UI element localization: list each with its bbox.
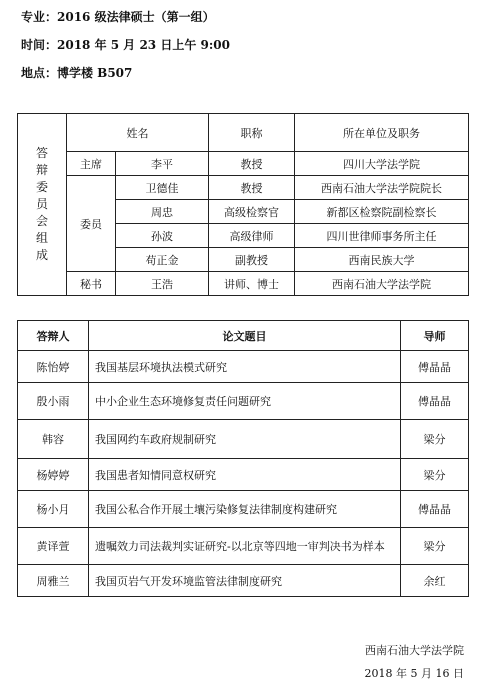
thesis-row (18, 491, 469, 528)
committee-row (18, 152, 469, 176)
name-cell: 孙波 (116, 224, 209, 248)
place-line: 地点：博学楼 B507 (21, 66, 133, 80)
student-cell: 殷小雨 (18, 383, 89, 420)
unit-cell: 西南石油大学法学院院长 (295, 176, 469, 200)
issue-date: 2018 年 5 月 16 日 (364, 667, 464, 680)
thesis-title-cell: 我国患者知情同意权研究 (89, 459, 401, 491)
title-cell: 教授 (209, 176, 295, 200)
unit-cell: 西南民族大学 (295, 248, 469, 272)
thesis-title-cell: 中小企业生态环境修复责任问题研究 (89, 383, 401, 420)
col-student-header: 答辩人 (18, 321, 89, 351)
advisor-cell: 傅晶晶 (401, 491, 469, 528)
thesis-row (18, 351, 469, 383)
advisor-cell: 傅晶晶 (401, 351, 469, 383)
thesis-header-row (18, 321, 469, 351)
unit-cell: 新都区检察院副检察长 (295, 200, 469, 224)
committee-table (17, 113, 469, 296)
name-cell: 卫德佳 (116, 176, 209, 200)
advisor-cell: 梁分 (401, 420, 469, 459)
committee-row (18, 272, 469, 296)
thesis-row (18, 383, 469, 420)
thesis-row (18, 565, 469, 597)
thesis-table (17, 320, 469, 597)
committee-row (18, 176, 469, 200)
major-line: 专业：2016 级法律硕士（第一组） (21, 10, 215, 24)
unit-cell: 西南石油大学法学院 (295, 272, 469, 296)
thesis-title-cell: 我国基层环境执法模式研究 (89, 351, 401, 383)
col-unit-header: 所在单位及职务 (295, 114, 469, 152)
role-cell: 委员 (67, 176, 116, 272)
student-cell: 韩容 (18, 420, 89, 459)
advisor-cell: 梁分 (401, 459, 469, 491)
unit-cell: 四川大学法学院 (295, 152, 469, 176)
col-advisor-header: 导师 (401, 321, 469, 351)
thesis-row (18, 420, 469, 459)
col-title-header: 职称 (209, 114, 295, 152)
committee-header-row (18, 114, 469, 152)
thesis-row (18, 528, 469, 565)
thesis-title-cell: 我国页岩气开发环境监管法律制度研究 (89, 565, 401, 597)
title-cell: 副教授 (209, 248, 295, 272)
col-name-header: 姓名 (67, 114, 209, 152)
issuing-institution: 西南石油大学法学院 (365, 644, 464, 657)
name-cell: 周忠 (116, 200, 209, 224)
col-thesis-title-header: 论文题目 (89, 321, 401, 351)
name-cell: 苟正金 (116, 248, 209, 272)
advisor-cell: 余红 (401, 565, 469, 597)
unit-cell: 四川世律师事务所主任 (295, 224, 469, 248)
name-cell: 李平 (116, 152, 209, 176)
student-cell: 陈怡婷 (18, 351, 89, 383)
student-cell: 黄译萱 (18, 528, 89, 565)
student-cell: 杨婷婷 (18, 459, 89, 491)
advisor-cell: 梁分 (401, 528, 469, 565)
advisor-cell: 傅晶晶 (401, 383, 469, 420)
role-cell: 主席 (67, 152, 116, 176)
title-cell: 教授 (209, 152, 295, 176)
title-cell: 讲师、博士 (209, 272, 295, 296)
role-cell: 秘书 (67, 272, 116, 296)
thesis-title-cell: 我国公私合作开展土壤污染修复法律制度构建研究 (89, 491, 401, 528)
committee-side-label: 答辩委员会组成 (18, 114, 67, 296)
student-cell: 周雅兰 (18, 565, 89, 597)
name-cell: 王浩 (116, 272, 209, 296)
time-line: 时间：2018 年 5 月 23 日上午 9:00 (21, 38, 230, 52)
title-cell: 高级检察官 (209, 200, 295, 224)
title-cell: 高级律师 (209, 224, 295, 248)
thesis-title-cell: 遗嘱效力司法裁判实证研究-以北京等四地一审判决书为样本 (89, 528, 401, 565)
student-cell: 杨小月 (18, 491, 89, 528)
thesis-title-cell: 我国网约车政府规制研究 (89, 420, 401, 459)
thesis-row (18, 459, 469, 491)
